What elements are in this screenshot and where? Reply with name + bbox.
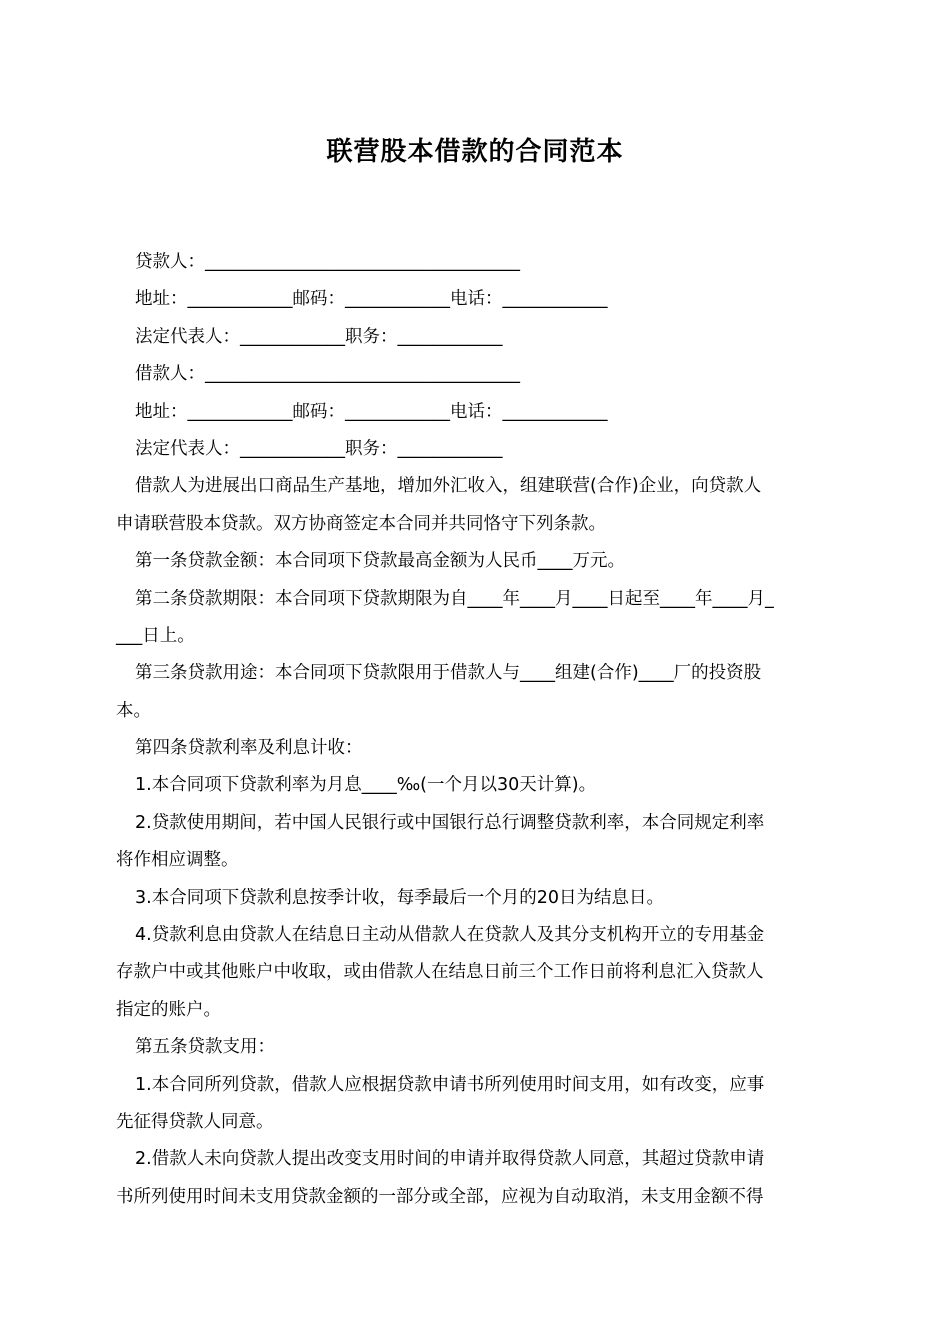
article-4-item-2-line-1: 2.贷款使用期间，若中国人民银行或中国银行总行调整贷款利率，本合同规定利率 — [135, 812, 765, 833]
borrower-line: 借款人：____________________________________ — [135, 364, 520, 385]
article-3-line-2: 本。 — [116, 700, 151, 721]
document-body — [116, 244, 836, 1216]
preamble-line-2: 申请联营股本贷款。双方协商签定本合同并共同恪守下列条款。 — [116, 513, 606, 534]
article-4-item-1: 1.本合同项下贷款利率为月息____‰(一个月以30天计算)。 — [135, 775, 597, 796]
article-4-item-2-line-2: 将作相应调整。 — [116, 850, 239, 871]
article-1-line: 第一条贷款金额：本合同项下贷款最高金额为人民币____万元。 — [135, 551, 625, 572]
article-2-line-1: 第二条贷款期限：本合同项下贷款期限为自____年____月____日起至____年____月_ — [135, 588, 774, 609]
preamble-line-1: 借款人为进展出口商品生产基地，增加外汇收入，组建联营(合作)企业，向贷款人 — [135, 476, 762, 497]
article-4-item-4-line-3: 指定的账户。 — [116, 999, 221, 1020]
article-5-item-1-line-1: 1.本合同所列贷款，借款人应根据贷款申请书所列使用时间支用，如有改变，应事 — [135, 1074, 765, 1095]
borrower-address-line: 地址：____________邮码：____________电话：____________ — [135, 401, 608, 422]
article-5-item-2-line-1: 2.借款人未向贷款人提出改变支用时间的申请并取得贷款人同意，其超过贷款申请 — [135, 1149, 765, 1170]
borrower-representative-line: 法定代表人：____________职务：____________ — [135, 438, 503, 459]
lender-address-line: 地址：____________邮码：____________电话：____________ — [135, 289, 608, 310]
article-2-line-2: ___日上。 — [116, 625, 195, 646]
article-5-heading: 第五条贷款支用： — [135, 1037, 275, 1058]
lender-line: 贷款人：____________________________________ — [135, 252, 520, 272]
article-4-item-4-line-1: 4.贷款利息由贷款人在结息日主动从借款人在贷款人及其分支机构开立的专用基金 — [135, 925, 765, 946]
article-4-heading: 第四条贷款利率及利息计收： — [135, 738, 363, 759]
article-5-item-1-line-2: 先征得贷款人同意。 — [116, 1111, 274, 1132]
article-4-item-3: 3.本合同项下贷款利息按季计收，每季最后一个月的20日为结息日。 — [135, 887, 664, 908]
article-3-line-1: 第三条贷款用途：本合同项下贷款限用于借款人与____组建(合作)____厂的投资股 — [135, 663, 762, 684]
article-4-item-4-line-2: 存款户中或其他账户中收取，或由借款人在结息日前三个工作日前将利息汇入贷款人 — [116, 962, 764, 983]
article-5-item-2-line-2: 书所列使用时间未支用贷款金额的一部分或全部，应视为自动取消，未支用金额不得 — [116, 1186, 764, 1207]
document-title: 联营股本借款的合同范本 — [326, 137, 624, 167]
lender-representative-line: 法定代表人：____________职务：____________ — [135, 326, 503, 347]
